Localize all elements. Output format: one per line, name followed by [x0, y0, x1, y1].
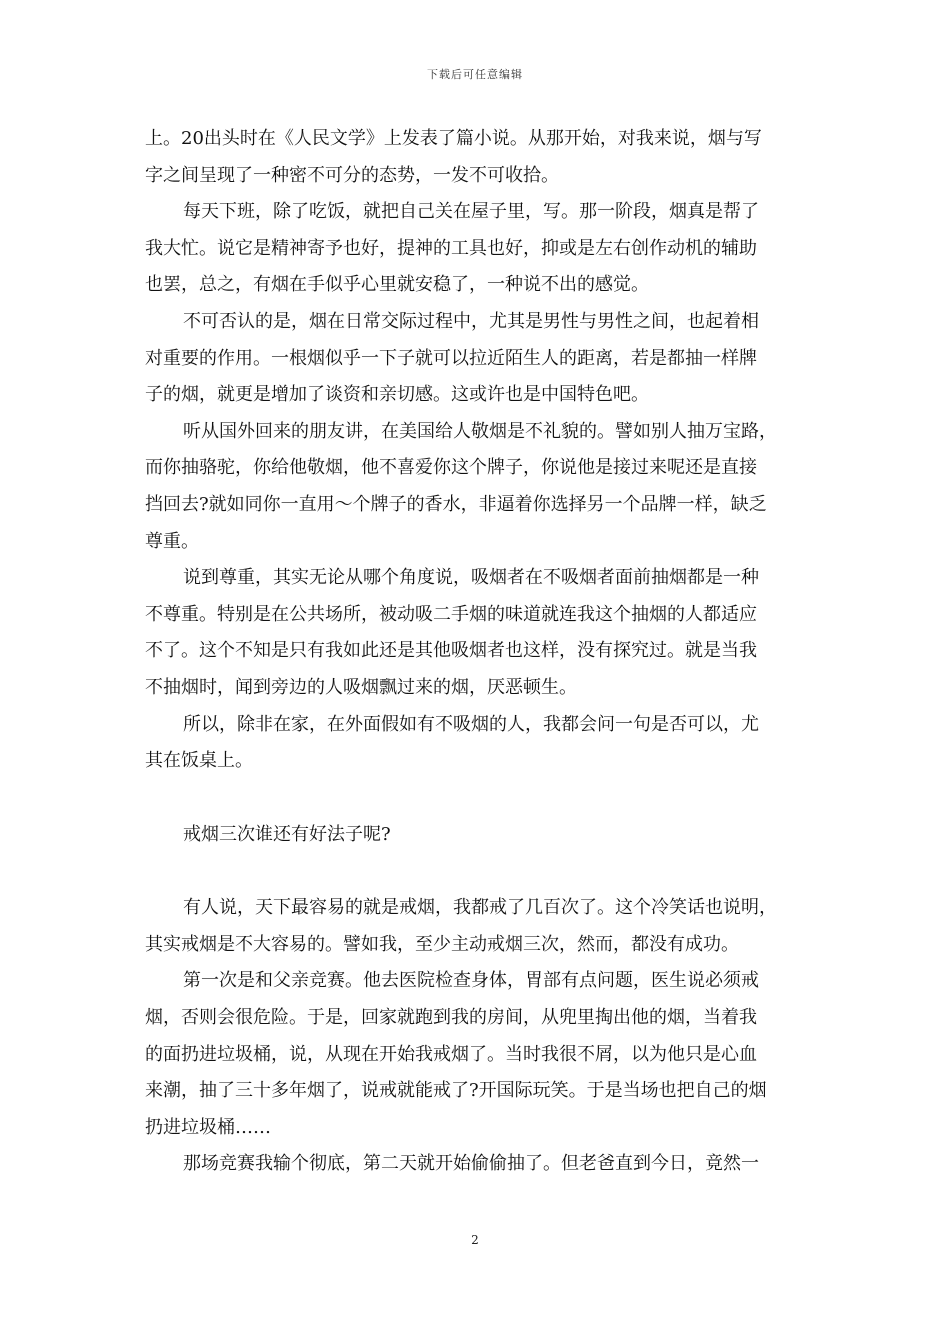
text-line: 有人说，天下最容易的就是戒烟，我都戒了几百次了。这个冷笑话也说明，: [183, 897, 777, 919]
text-line: 我大忙。说它是精神寄予也好，提神的工具也好，抑或是左右创作动机的辅助: [145, 237, 757, 259]
page-number: 2: [471, 1233, 479, 1247]
text-line: 那场竞赛我输个彻底，第二天就开始偷偷抽了。但老爸直到今日，竟然一: [183, 1153, 759, 1175]
text-line: 子的烟，就更是增加了谈资和亲切感。这或许也是中国特色吧。: [145, 384, 649, 406]
text-line: 尊重。: [145, 530, 199, 552]
blank-line: [145, 853, 809, 890]
page-header: 下载后可任意编辑: [427, 68, 523, 81]
text-line: 其在饭桌上。: [145, 750, 253, 772]
text-line: 挡回去?就如同你一直用～个牌子的香水，非逼着你选择另一个品牌一样，缺乏: [145, 493, 767, 515]
section-heading: 戒烟三次谁还有好法子呢?: [183, 823, 391, 845]
text-line: 烟，否则会很危险。于是，回家就跑到我的房间，从兜里掏出他的烟，当着我: [145, 1007, 757, 1029]
text-line: 不可否认的是，烟在日常交际过程中，尤其是男性与男性之间，也起着相: [183, 310, 759, 332]
text-line: 对重要的作用。一根烟似乎一下子就可以拉近陌生人的距离，若是都抽一样牌: [145, 347, 757, 369]
text-line: 不了。这个不知是只有我如此还是其他吸烟者也这样，没有探究过。就是当我: [145, 640, 757, 662]
text-line: 来潮，抽了三十多年烟了，说戒就能戒了?开国际玩笑。于是当场也把自己的烟: [145, 1080, 767, 1102]
text-line: 而你抽骆驼，你给他敬烟，他不喜爱你这个牌子，你说他是接过来呢还是直接: [145, 457, 757, 479]
document-body: [145, 121, 809, 1183]
text-line: 扔进垃圾桶……: [145, 1116, 271, 1138]
text-line: 上。20出头时在《人民文学》上发表了篇小说。从那开始，对我来说，烟与写: [145, 128, 762, 149]
text-line: 不抽烟时，闻到旁边的人吸烟飘过来的烟，厌恶顿生。: [145, 676, 577, 698]
text-line: 的面扔进垃圾桶，说，从现在开始我戒烟了。当时我很不屑，以为他只是心血: [145, 1043, 757, 1065]
text-line: 不尊重。特别是在公共场所，被动吸二手烟的味道就连我这个抽烟的人都适应: [145, 603, 757, 625]
blank-line: [145, 780, 809, 817]
text-line: 也罢，总之，有烟在手似乎心里就安稳了，一种说不出的感觉。: [145, 274, 649, 296]
text-line: 每天下班，除了吃饭，就把自己关在屋子里，写。那一阶段，烟真是帮了: [183, 201, 759, 223]
text-line: 字之间呈现了一种密不可分的态势，一发不可收拾。: [145, 164, 559, 186]
text-line: 听从国外回来的朋友讲，在美国给人敬烟是不礼貌的。譬如别人抽万宝路，: [183, 420, 777, 442]
text-line: 第一次是和父亲竞赛。他去医院检查身体，胃部有点问题，医生说必须戒: [183, 970, 759, 992]
text-line: 说到尊重，其实无论从哪个角度说，吸烟者在不吸烟者面前抽烟都是一种: [183, 567, 759, 589]
text-line: 所以，除非在家，在外面假如有不吸烟的人，我都会问一句是否可以，尤: [183, 713, 759, 735]
text-line: 其实戒烟是不大容易的。譬如我，至少主动戒烟三次，然而，都没有成功。: [145, 933, 739, 955]
